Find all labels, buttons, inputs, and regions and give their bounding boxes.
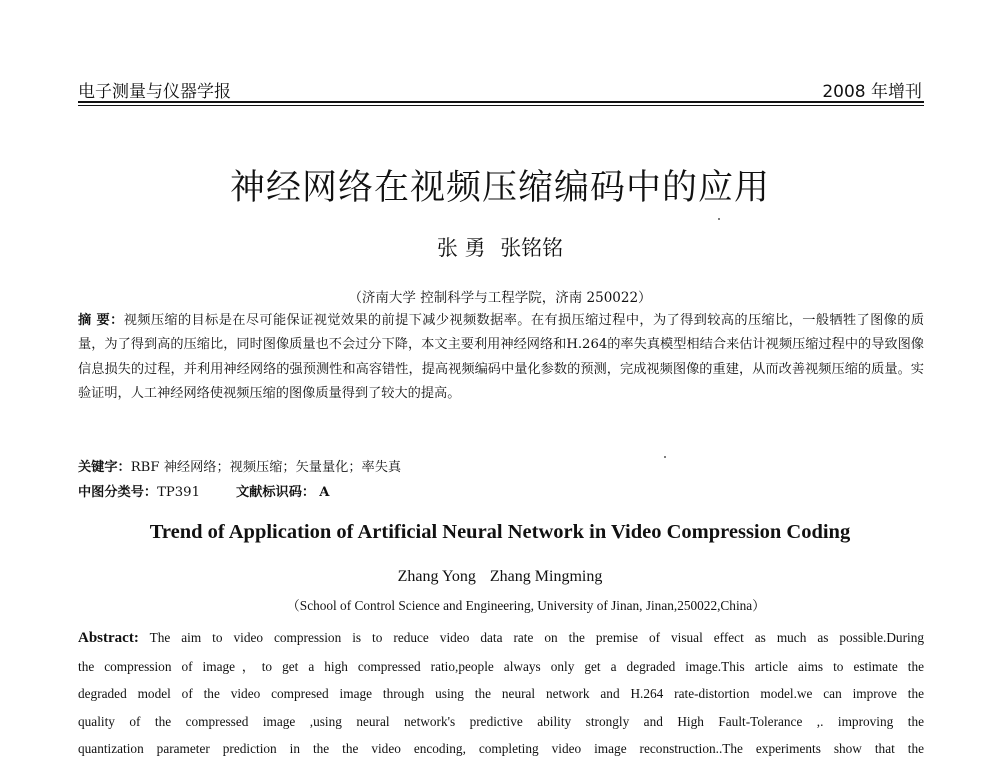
english-affiliation: （School of Control Science and Engineering, University of Jinan, Jinan,250022,China） xyxy=(286,598,766,613)
chinese-authors xyxy=(0,232,1000,262)
english-authors xyxy=(0,568,1000,586)
doc-code-value: A xyxy=(319,485,330,500)
issue-label: 2008 年增刊 xyxy=(822,82,922,102)
abstract-line-en: the compression of image，to get a high compressed ratio,people always only get a degraded image.This article aims to estimate the xyxy=(78,658,924,674)
doc-code-label: 文献标识码： xyxy=(235,485,316,500)
keywords xyxy=(78,456,401,475)
author-2-cn: 张铭铭 xyxy=(500,236,564,260)
abstract-label-en: Abstract: xyxy=(78,630,139,646)
journal-name: 电子测量与仪器学报 xyxy=(78,82,231,102)
abstract-line-en: quality of the compressed image ,using neural network's predictive ability strongly and High Fault-Tolerance ,. improving the xyxy=(78,713,924,729)
english-title: Trend of Application of Artificial Neural Network in Video Compression Coding xyxy=(149,521,851,543)
abstract-label-cn: 摘 要： xyxy=(78,313,124,328)
english-abstract xyxy=(78,624,924,763)
chinese-affiliation: （济南大学 控制科学与工程学院，济南 250022） xyxy=(348,290,652,306)
author-2-en: Zhang Mingming xyxy=(489,568,603,585)
abstract-text-cn: 视频压缩的目标是在尽可能保证视觉效果的前提下减少视频数据率。在有损压缩过程中，为了得到较高的压缩比，一般牺牲了图像的质量，为了得到高的压缩比，同时图像质量也不会过分下降，本文主要利用神经网络和H.264的率失真模型相结合来估计视频压缩过程中的导致图像信息损失的过程，并利用神经网络的强预测性和高容错性，提高视频编码中量化参数的预测，完成视频图像的重建，从而改善视频压缩的质量。实验证明，人工神经网络使视频压缩的图像质量得到了较大的提高。 xyxy=(78,313,925,402)
abstract-line-en: degraded model of the video compresed image through using the neural network and H.264 rate-distortion model.we can improve the xyxy=(78,686,924,701)
abstract-line-en: quantization parameter prediction in the the video encoding, completing video image reconstruction..The experiments show that the xyxy=(78,741,924,756)
chinese-abstract xyxy=(78,309,924,407)
clc-label: 中图分类号： xyxy=(78,485,158,500)
scan-speck xyxy=(718,218,720,220)
keywords-label: 关键字： xyxy=(78,460,131,475)
running-header xyxy=(78,73,924,103)
keywords-text: RBF 神经网络；视频压缩；矢量量化；率失真 xyxy=(130,460,402,475)
clc-value: TP391 xyxy=(157,485,200,500)
author-1-en: Zhang Yong xyxy=(397,568,476,585)
classification-line xyxy=(78,481,330,500)
author-1-cn: 张 勇 xyxy=(436,236,486,260)
abstract-line-en: Abstract: The aim to video compression is to reduce video data rate on the premise of visual effect as much as possible.During xyxy=(78,630,924,646)
chinese-title: 神经网络在视频压缩编码中的应用 xyxy=(229,168,770,208)
scan-speck xyxy=(664,456,666,458)
